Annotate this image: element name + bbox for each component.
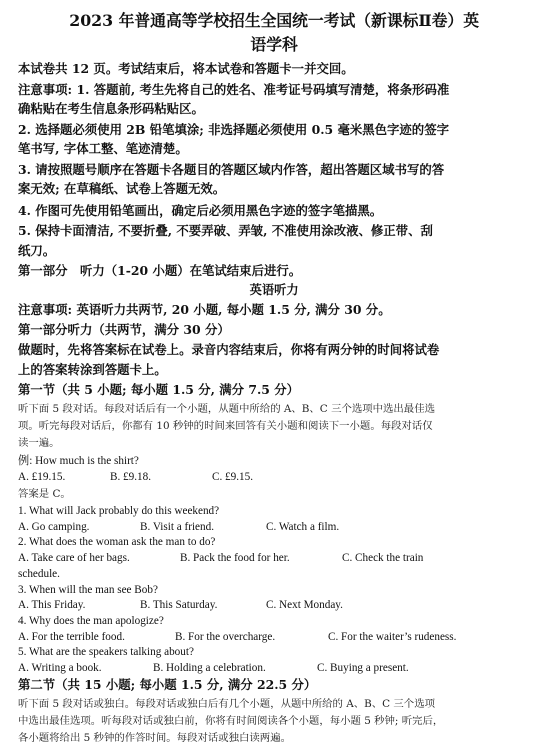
q5-option-c: C. Buying a present. <box>317 662 409 674</box>
question-1: 1. What will Jack probably do this weekend? <box>18 505 220 517</box>
question-4: 4. Why does the man apologize? <box>18 615 164 627</box>
q3-option-c: C. Next Monday. <box>266 599 343 611</box>
q4-option-a: A. For the terrible food. <box>18 631 125 643</box>
question-2: 2. What does the woman ask the man to do? <box>18 536 216 548</box>
notice-5a: 5. 保持卡面清洁, 不要折叠, 不要弄破、弄皱, 不准使用涂改液、修正带、刮 <box>18 223 433 238</box>
notice-2a: 2. 选择题必须使用 2B 铅笔填涂; 非选择题必须使用 0.5 毫米黑色字迹的签字 <box>18 122 449 137</box>
notice-5b: 纸刀。 <box>18 243 56 258</box>
section1-heading: 第一节（共 5 小题; 每小题 1.5 分, 满分 7.5 分） <box>18 382 299 397</box>
q2-option-a: A. Take care of her bags. <box>18 552 130 564</box>
section1-directions-c: 读一遍。 <box>18 437 60 449</box>
section2-directions-a: 听下面 5 段对话或独白。每段对话或独白后有几个小题，从题中所给的 A、B、C 三个选项 <box>18 698 435 710</box>
q4-option-c: C. For the waiter’s rudeness. <box>328 631 457 643</box>
section2-directions-c: 各小题将给出 5 秒钟的作答时间。每段对话或独白读两遍。 <box>18 732 291 744</box>
notice-pages: 本试卷共 12 页。考试结束后，将本试卷和答题卡一并交回。 <box>18 61 354 76</box>
notice-3a: 3. 请按照题号顺序在答题卡各题目的答题区域内作答，超出答题区域书写的答 <box>18 162 445 177</box>
q2-option-c-wrap: schedule. <box>18 568 60 580</box>
notice-1b: 确粘贴在考生信息条形码粘贴区。 <box>18 101 204 116</box>
listening-instruction-b: 上的答案转涂到答题卡上。 <box>18 362 167 377</box>
q1-option-a: A. Go camping. <box>18 521 90 533</box>
part1-heading: 第一部分 听力（1-20 小题）在笔试结束后进行。 <box>18 263 302 278</box>
q2-option-c: C. Check the train <box>342 552 424 564</box>
q3-option-a: A. This Friday. <box>18 599 86 611</box>
exam-title-line2: 语学科 <box>250 35 298 54</box>
q2-option-b: B. Pack the food for her. <box>180 552 290 564</box>
listening-instruction-a: 做题时，先将答案标在试卷上。录音内容结束后，你将有两分钟的时间将试卷 <box>18 342 440 357</box>
example-option-b: B. £9.18. <box>110 471 152 483</box>
notice-1a: 注意事项: 1. 答题前, 考生先将自己的姓名、准考证号码填写清楚，将条形码准 <box>18 82 450 97</box>
question-5: 5. What are the speakers talking about? <box>18 646 194 658</box>
notice-3b: 案无效; 在草稿纸、试卷上答题无效。 <box>18 181 226 196</box>
section1-directions-b: 项。听完每段对话后，你都有 10 秒钟的时间来回答有关小题和阅读下一小题。每段对话仅 <box>18 420 433 432</box>
listening-sub-heading: 第一部分听力（共两节，满分 30 分） <box>18 322 230 337</box>
q1-option-b: B. Visit a friend. <box>140 521 215 533</box>
example-option-a: A. £19.15. <box>18 471 66 483</box>
listening-note: 注意事项: 英语听力共两节, 20 小题, 每小题 1.5 分, 满分 30 分。 <box>18 302 391 317</box>
notice-2b: 笔书写, 字体工整、笔迹清楚。 <box>18 141 188 156</box>
q5-option-a: A. Writing a book. <box>18 662 102 674</box>
section1-directions-a: 听下面 5 段对话。每段对话后有一个小题，从题中所给的 A、B、C 三个选项中选出最佳选 <box>18 403 435 415</box>
example-answer: 答案是 C。 <box>18 488 71 500</box>
q5-option-b: B. Holding a celebration. <box>153 662 266 674</box>
listening-section-title: 英语听力 <box>249 282 299 297</box>
question-3: 3. When will the man see Bob? <box>18 584 158 596</box>
section2-directions-b: 中选出最佳选项。听每段对话或独白前，你将有时间阅读各个小题，每小题 5 秒钟; 听完后， <box>18 715 444 727</box>
exam-title-line1: 2023 年普通高等学校招生全国统一考试（新课标Ⅱ卷）英 <box>69 11 479 30</box>
notice-4: 4. 作图可先使用铅笔画出，确定后必须用黑色字迹的签字笔描黑。 <box>18 203 383 218</box>
example-option-c: C. £9.15. <box>212 471 254 483</box>
example-question: 例: How much is the shirt? <box>18 455 139 467</box>
q4-option-b: B. For the overcharge. <box>175 631 276 643</box>
section2-heading: 第二节（共 15 小题; 每小题 1.5 分, 满分 22.5 分） <box>18 677 317 692</box>
q3-option-b: B. This Saturday. <box>140 599 218 611</box>
q1-option-c: C. Watch a film. <box>266 521 340 533</box>
